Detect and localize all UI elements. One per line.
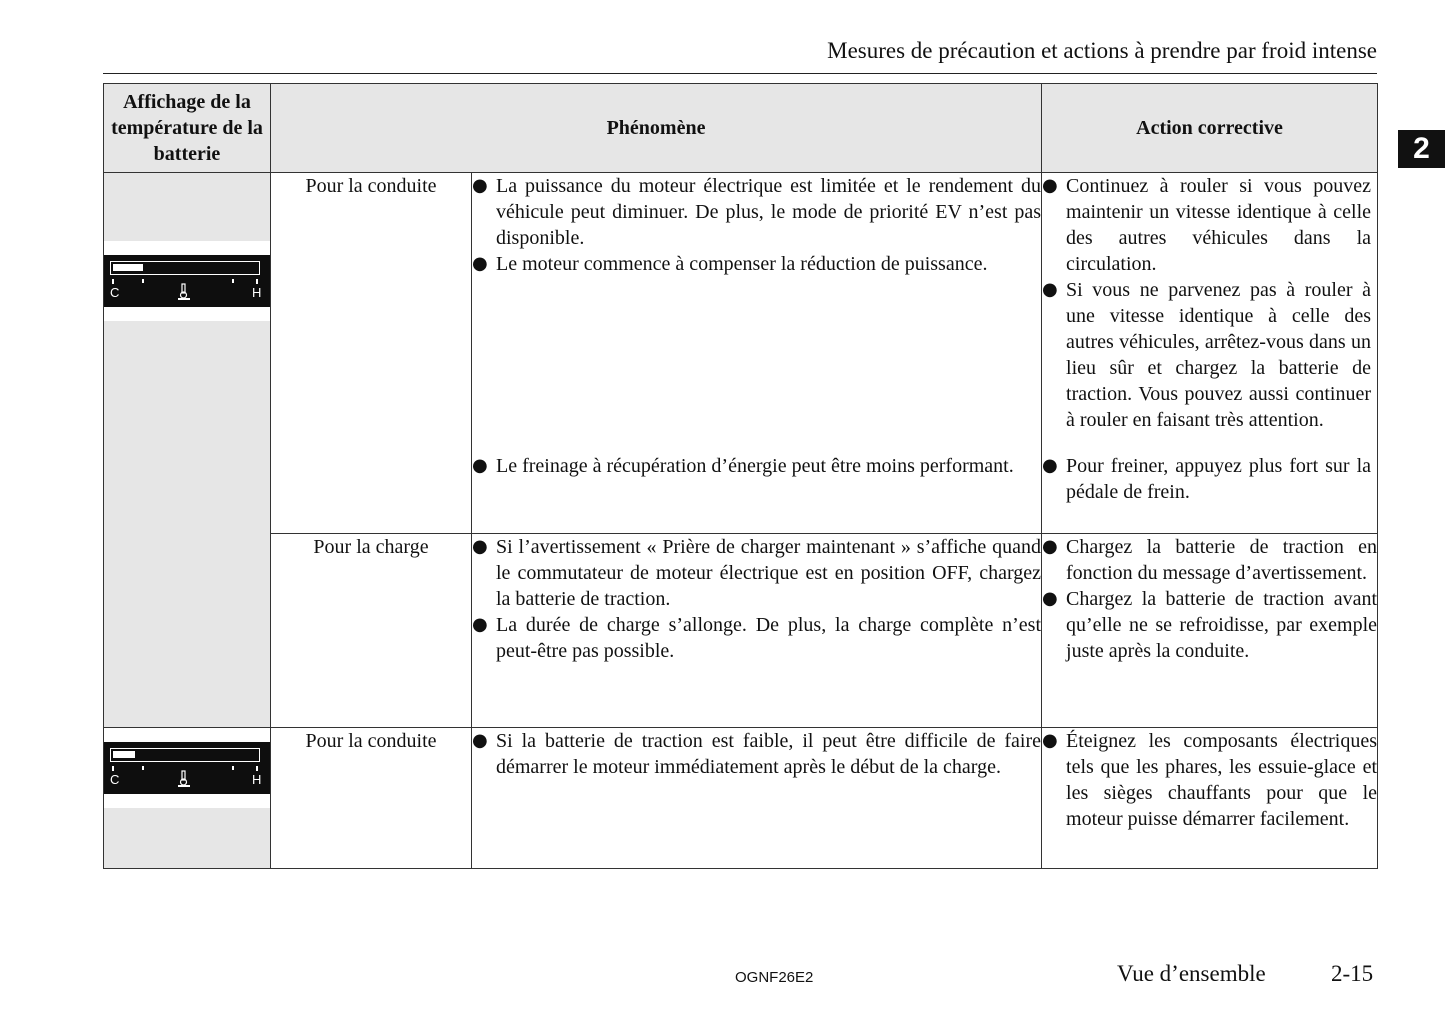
phenomenon-cell [472,728,1042,869]
situation-charging: Pour la charge [271,534,472,728]
list-item: ● Pour freiner, appuyez plus fort sur la pédale de frein. [1042,453,1371,505]
list-item: ● Chargez la batterie de traction avant qu’elle ne se refroidisse, par exemple juste après la conduite. [1042,586,1377,664]
table-row [104,173,1378,534]
battery-thermometer-icon [177,283,191,301]
action-cell [1042,173,1378,534]
list-item: ● Si vous ne parvenez pas à rouler à une vitesse identique à celle des autres véhicules, arrêtez-vous dans un lieu sûr et chargez la batterie de traction. Vous pouvez aussi continuer à rouler en faisant très attention. [1042,277,1371,433]
battery-temperature-gauge-low [104,255,270,307]
header-display: Affichage de la température de la batterie [104,84,271,173]
gauge-label-cold: C [110,285,120,300]
list-item: ● Éteignez les composants électriques tels que les phares, les essuie-glace et les sièges chauffants pour que le moteur puisse démarrer facilement. [1042,728,1377,832]
table-row [104,534,1378,728]
situation-driving: Pour la conduite [271,173,472,534]
section-title: Vue d’ensemble [1117,961,1266,986]
table-header-row [104,84,1378,173]
table-row [104,728,1378,869]
list-item: ● La durée de charge s’allonge. De plus, la charge complète n’est peut-être pas possible. [472,612,1041,664]
gauge-bar [110,261,260,275]
phenomenon-cell [472,534,1042,728]
gauge-frame [104,241,270,321]
document-code: OGNF26E2 [735,969,814,986]
page-number: 2-15 [1331,961,1374,986]
battery-temperature-table [103,83,1378,869]
phenomenon-cell [472,173,1042,534]
situation-driving: Pour la conduite [271,728,472,869]
gauge-label-cold: C [110,772,120,787]
list-item: ● Continuez à rouler si vous pouvez maintenir un vitesse identique à celle des autres véhicules dans la circulation. [1042,173,1371,277]
page-title: Mesures de précaution et actions à prendre par froid intense [827,38,1377,63]
list-item: ● La puissance du moteur électrique est limitée et le rendement du véhicule peut diminuer. De plus, le mode de priorité EV n’est pas disponible. [472,173,1041,251]
gauge-fill [113,751,135,758]
chapter-tab: 2 [1398,130,1445,168]
list-item: ● Le moteur commence à compenser la réduction de puissance. [472,251,1041,277]
header-phenomenon: Phénomène [271,84,1042,173]
battery-gauge-cell-low [104,173,271,728]
header-action: Action corrective [1042,84,1378,173]
list-item: ● Si la batterie de traction est faible, il peut être difficile de faire démarrer le moteur immédiatement après le début de la charge. [472,728,1041,780]
gauge-bar [110,748,260,762]
gauge-frame [104,728,270,808]
list-item: ● Si l’avertissement « Prière de charger maintenant » s’affiche quand le commutateur de moteur électrique est en position OFF, chargez la batterie de traction. [472,534,1041,612]
battery-gauge-cell-mid [104,728,271,869]
gauge-fill [113,264,143,271]
list-item: ● Le freinage à récupération d’énergie peut être moins performant. [472,453,1041,479]
list-item: ● Chargez la batterie de traction en fonction du message d’avertissement. [1042,534,1377,586]
gauge-label-hot: H [252,772,262,787]
action-cell [1042,534,1378,728]
gauge-label-hot: H [252,285,262,300]
action-cell [1042,728,1378,869]
battery-thermometer-icon [177,770,191,788]
battery-temperature-gauge-mid [104,742,270,794]
page-header [103,36,1377,74]
